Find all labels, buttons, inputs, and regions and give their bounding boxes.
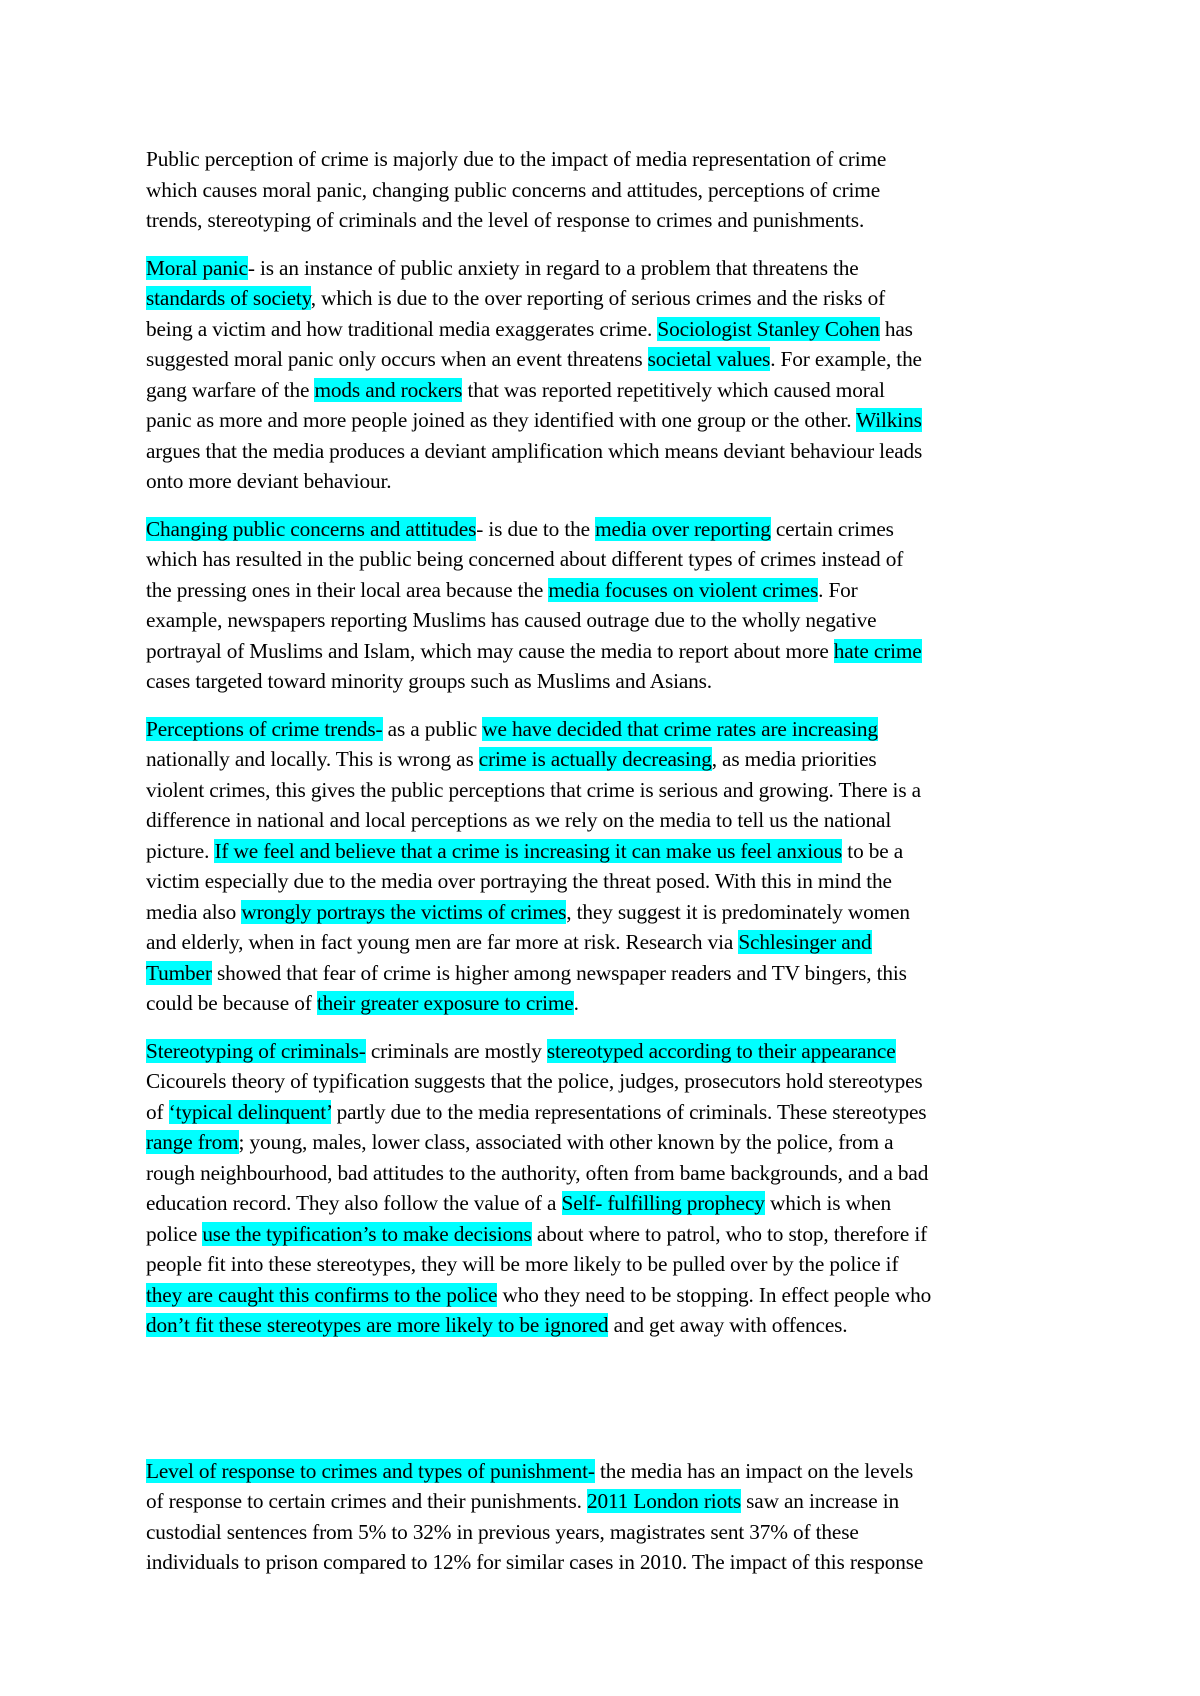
document-page: [146, 144, 1066, 1595]
text-run: nationally and locally. This is wrong as: [146, 747, 479, 771]
text-run: cases targeted toward minority groups such as Muslims and Asians.: [146, 669, 712, 693]
text-line: [146, 1456, 1066, 1487]
text-run: showed that fear of crime is higher among newspaper readers and TV bingers, this: [211, 960, 907, 985]
text-line: [146, 1219, 1066, 1250]
text-line: [146, 897, 1066, 928]
text-run: and elderly, when in fact young men are far more at risk. Research via: [146, 930, 739, 954]
text-run: being a victim and how traditional media exaggerates crime.: [146, 316, 658, 341]
highlighted-text: Changing public concerns and attitudes: [146, 516, 477, 541]
text-run: media also: [146, 899, 242, 924]
text-run: saw an increase in: [740, 1489, 899, 1513]
text-run: . For: [818, 577, 858, 602]
text-line: [146, 436, 1066, 467]
text-line: [146, 1310, 1066, 1341]
text-run: victim especially due to the media over portraying the threat posed. With this in mind the: [146, 869, 892, 893]
text-line: [146, 1188, 1066, 1219]
text-run: , as media priorities: [711, 747, 877, 771]
text-run: the pressing ones in their local area because the: [146, 577, 549, 602]
text-line: [146, 775, 1066, 806]
highlighted-text: wrongly portrays the victims of crimes: [241, 899, 567, 924]
highlighted-text: media focuses on violent crimes: [548, 577, 819, 602]
paragraph-moral-panic: [146, 253, 1066, 497]
text-run: trends, stereotyping of criminals and the level of response to crimes and punishments.: [146, 208, 865, 232]
highlighted-text: Tumber: [146, 960, 212, 985]
text-run: education record. They also follow the value of a: [146, 1191, 562, 1215]
text-run: about where to patrol, who to stop, therefore if: [531, 1221, 928, 1246]
text-run: suggested moral panic only occurs when an event threatens: [146, 347, 648, 371]
highlighted-text: we have decided that crime rates are increasing: [482, 716, 878, 741]
highlighted-text: they are caught this confirms to the police: [146, 1282, 498, 1307]
highlighted-text: Self- fulfilling prophecy: [561, 1191, 765, 1215]
text-line: [146, 544, 1066, 575]
text-run: argues that the media produces a deviant amplification which means deviant behaviour leads: [146, 438, 923, 463]
text-run: gang warfare of the: [146, 377, 315, 402]
text-run: difference in national and local perceptions as we rely on the media to tell us the national: [146, 808, 892, 832]
text-run: of response to certain crimes and their punishments.: [146, 1489, 587, 1513]
text-run: which is when: [764, 1191, 892, 1215]
text-run: portrayal of Muslims and Islam, which may cause the media to report about more: [146, 638, 834, 663]
highlighted-text: crime is actually decreasing: [478, 747, 712, 771]
text-run: partly due to the media representations of criminals. These stereotypes: [331, 1099, 927, 1124]
highlighted-text: media over reporting: [595, 516, 771, 541]
text-line: [146, 344, 1066, 375]
text-run: picture.: [146, 838, 215, 863]
text-run: police: [146, 1221, 203, 1246]
text-run: . For example, the: [770, 347, 922, 371]
text-line: [146, 1097, 1066, 1128]
text-run: custodial sentences from 5% to 32% in previous years, magistrates sent 37% of these: [146, 1519, 859, 1544]
text-run: that was reported repetitively which caused moral: [462, 377, 885, 402]
text-run: who they need to be stopping. In effect people who: [497, 1282, 932, 1307]
text-line: [146, 514, 1066, 545]
text-line: [146, 805, 1066, 836]
text-run: could be because of: [146, 991, 317, 1015]
text-run: as a public: [382, 716, 483, 741]
text-line: [146, 714, 1066, 745]
highlighted-text: societal values: [647, 347, 771, 371]
text-run: .: [573, 991, 579, 1015]
text-line: [146, 175, 1066, 206]
text-run: , they suggest it is predominately women: [566, 899, 910, 924]
text-line: [146, 744, 1066, 775]
highlighted-text: standards of society: [146, 286, 311, 310]
text-line: [146, 636, 1066, 667]
text-run: Public perception of crime is majorly due to the impact of media representation of crime: [146, 147, 887, 171]
text-run: panic as more and more people joined as they identified with one group or the other.: [146, 408, 857, 432]
text-run: onto more deviant behaviour.: [146, 469, 392, 493]
highlighted-text: Level of response to crimes and types of punishment-: [146, 1458, 595, 1483]
paragraph-stereotyping: [146, 1036, 1066, 1341]
text-line: [146, 375, 1066, 406]
text-line: [146, 405, 1066, 436]
highlighted-text: mods and rockers: [314, 377, 463, 402]
highlighted-text: Perceptions of crime trends-: [146, 716, 383, 741]
text-run: violent crimes, this gives the public perceptions that crime is serious and growing. There is a: [146, 777, 921, 802]
paragraph-intro: [146, 144, 1066, 236]
paragraph-public-concerns: [146, 514, 1066, 697]
text-line: [146, 144, 1066, 175]
text-run: - is an instance of public anxiety in regard to a problem that threatens the: [247, 255, 859, 280]
text-line: [146, 1158, 1066, 1189]
text-line: [146, 1280, 1066, 1311]
text-line: [146, 253, 1066, 284]
highlighted-text: Moral panic: [146, 255, 248, 280]
text-run: has: [879, 316, 913, 341]
text-line: [146, 1486, 1066, 1517]
highlighted-text: their greater exposure to crime: [316, 991, 574, 1015]
blank-lines: [146, 1358, 1066, 1456]
text-run: and get away with offences.: [608, 1313, 848, 1337]
highlighted-text: stereotyped according to their appearance: [546, 1038, 896, 1063]
text-line: [146, 866, 1066, 897]
text-run: which causes moral panic, changing public concerns and attitudes, perceptions of crime: [146, 177, 881, 202]
text-run: , which is due to the over reporting of serious crimes and the risks of: [310, 286, 886, 310]
text-run: - is due to the: [476, 516, 596, 541]
text-run: Cicourels theory of typification suggests that the police, judges, prosecutors hold stereotypes: [146, 1069, 923, 1093]
text-line: [146, 1517, 1066, 1548]
text-run: the media has an impact on the levels: [594, 1458, 914, 1483]
text-run: of: [146, 1099, 169, 1124]
text-line: [146, 1036, 1066, 1067]
highlighted-text: Schlesinger and: [738, 930, 872, 954]
text-line: [146, 575, 1066, 606]
text-line: [146, 466, 1066, 497]
text-run: criminals are mostly: [365, 1038, 547, 1063]
text-line: [146, 958, 1066, 989]
paragraph-crime-trends: [146, 714, 1066, 1019]
text-run: certain crimes: [770, 516, 894, 541]
highlighted-text: Sociologist Stanley Cohen: [657, 316, 880, 341]
text-line: [146, 1127, 1066, 1158]
paragraph-level-of-response: [146, 1456, 1066, 1578]
text-line: [146, 205, 1066, 236]
text-line: [146, 1066, 1066, 1097]
text-line: [146, 1547, 1066, 1578]
text-run: people fit into these stereotypes, they will be more likely to be pulled over by the police if: [146, 1252, 899, 1276]
highlighted-text: Wilkins: [856, 408, 922, 432]
text-line: [146, 283, 1066, 314]
text-run: which has resulted in the public being concerned about different types of crimes instead of: [146, 547, 904, 571]
text-run: rough neighbourhood, bad attitudes to the authority, often from bame backgrounds, and a bad: [146, 1160, 929, 1185]
text-line: [146, 666, 1066, 697]
text-run: individuals to prison compared to 12% for similar cases in 2010. The impact of this response: [146, 1550, 924, 1574]
text-line: [146, 836, 1066, 867]
highlighted-text: If we feel and believe that a crime is increasing it can make us feel anxious: [214, 838, 843, 863]
text-line: [146, 927, 1066, 958]
text-run: example, newspapers reporting Muslims has caused outrage due to the wholly negative: [146, 608, 877, 632]
highlighted-text: hate crime: [833, 638, 922, 663]
highlighted-text: don’t fit these stereotypes are more likely to be ignored: [146, 1313, 609, 1337]
highlighted-text: 2011 London riots: [586, 1489, 741, 1513]
text-line: [146, 314, 1066, 345]
text-line: [146, 1249, 1066, 1280]
text-line: [146, 605, 1066, 636]
text-run: ; young, males, lower class, associated with other known by the police, from a: [238, 1130, 894, 1154]
highlighted-text: range from: [146, 1130, 239, 1154]
highlighted-text: Stereotyping of criminals-: [146, 1038, 366, 1063]
highlighted-text: use the typification’s to make decisions: [202, 1221, 532, 1246]
text-run: to be a: [842, 838, 904, 863]
text-line: [146, 988, 1066, 1019]
highlighted-text: ‘typical delinquent’: [168, 1099, 332, 1124]
